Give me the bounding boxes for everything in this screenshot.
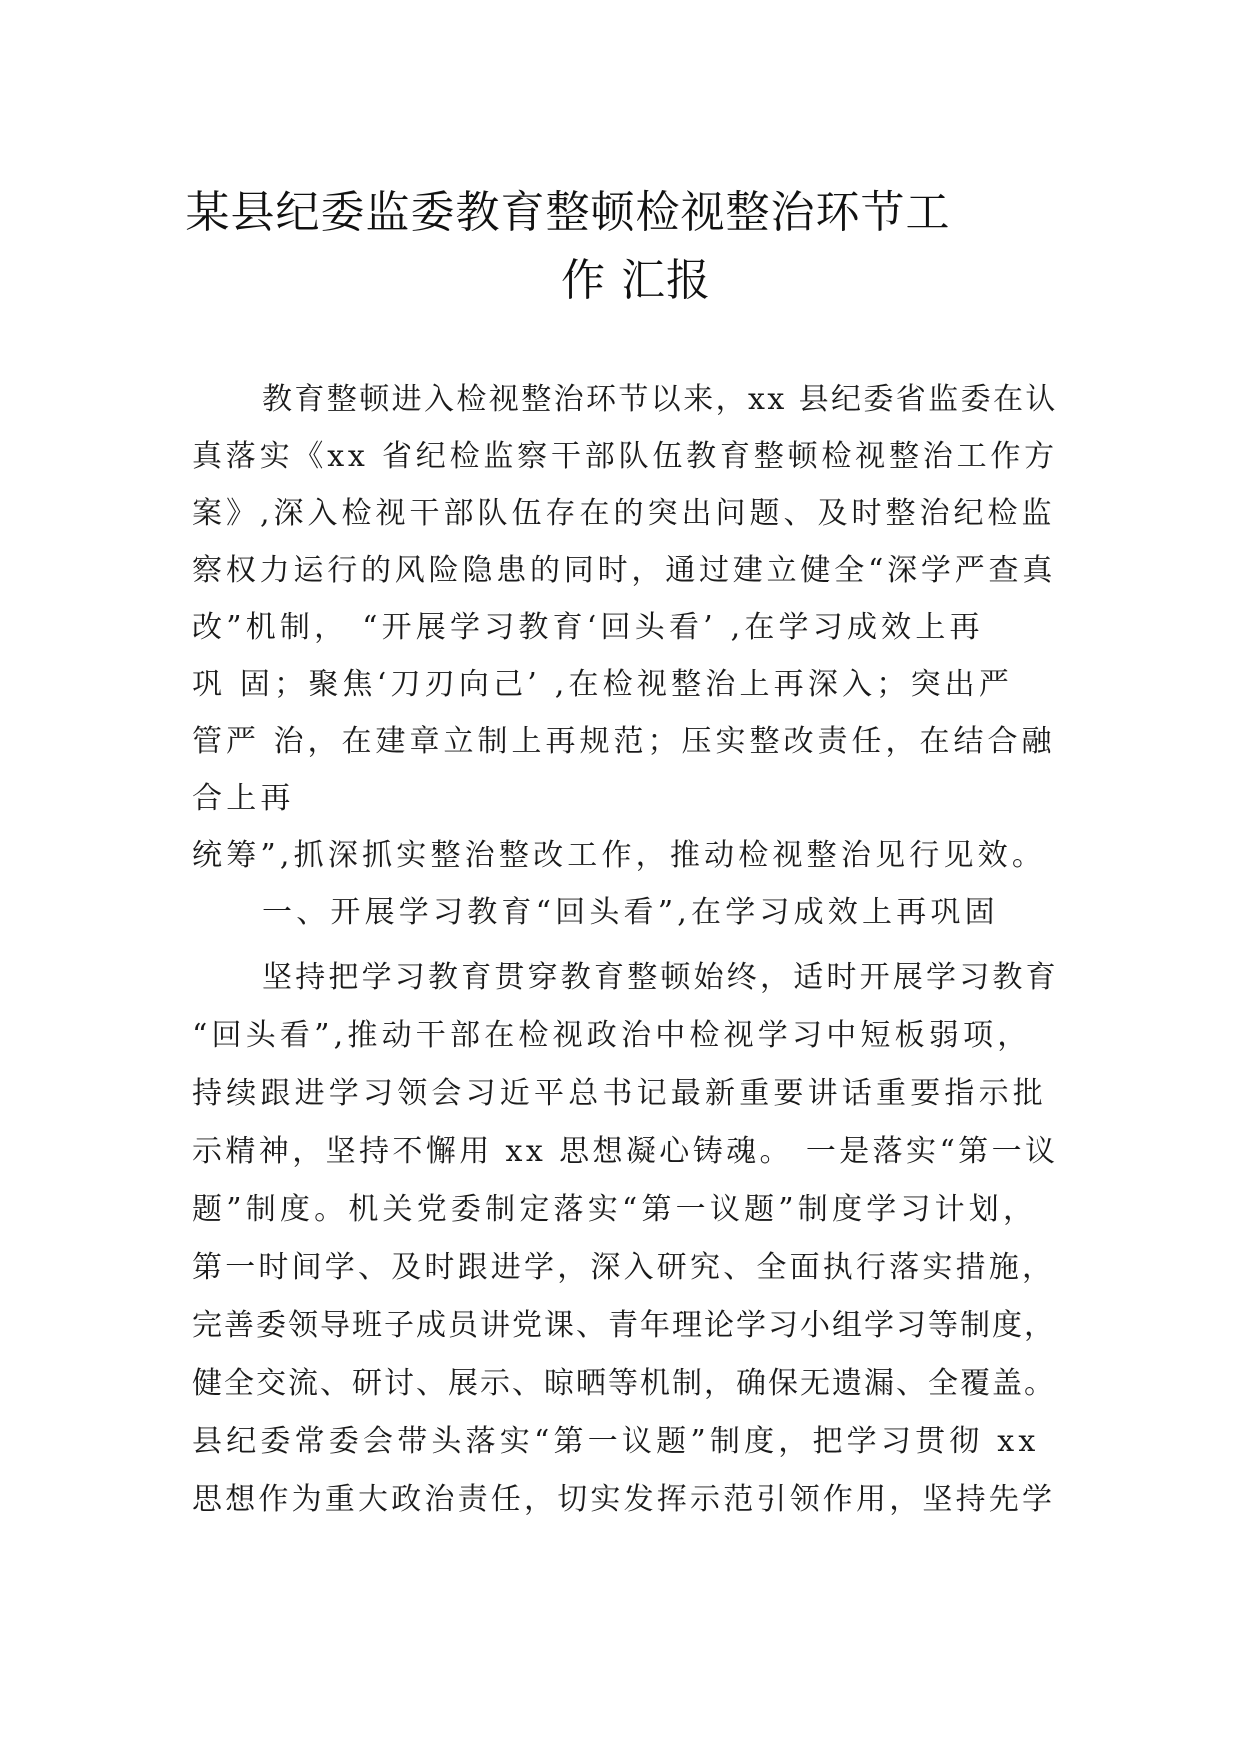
body-line: 察权力运行的风险隐患的同时，通过建立健全“深学严查真 — [192, 553, 1057, 588]
body-line: 改”机制， “开展学习教育‘回头看’ ,在学习成效上再 — [192, 610, 984, 645]
body-line: “回头看”,推动干部在检视政治中检视学习中短板弱项， — [192, 1018, 1032, 1053]
body-line: 巩 固；聚焦‘刀刃向己’ ,在检视整治上再深入；突出严 — [192, 667, 1014, 702]
body-line: 管严 治，在建章立制上再规范；压实整改责任，在结合融 — [192, 724, 1056, 759]
body-line: 健全交流、研讨、展示、晾晒等机制，确保无遗漏、全覆盖。 — [192, 1366, 1056, 1401]
body-line: 真落实《xx 省纪检监察干部队伍教育整顿检视整治工作方 — [192, 439, 1058, 474]
body-line: 案》,深入检视干部队伍存在的突出问题、及时整治纪检监 — [192, 496, 1056, 531]
body-line: 完善委领导班子成员讲党课、青年理论学习小组学习等制度， — [192, 1308, 1056, 1343]
body-line: 第一时间学、及时跟进学，深入研究、全面执行落实措施， — [192, 1250, 1056, 1285]
body-line: 县纪委常委会带头落实“第一议题”制度，把学习贯彻 xx — [192, 1424, 1040, 1459]
body-line: 统筹”,抓深抓实整治整改工作，推动检视整治见行见效。 — [192, 838, 1047, 873]
document-title-line-1: 某县纪委监委教育整顿检视整治环节工 — [185, 187, 951, 238]
document-title-line-2: 作 汇报 — [561, 255, 711, 306]
body-line: 合上再 — [192, 781, 295, 816]
body-line: 教育整顿进入检视整治环节以来，xx 县纪委省监委在认 — [262, 382, 1058, 417]
body-line: 示精神，坚持不懈用 xx 思想凝心铸魂。 一是落实“第一议 — [192, 1134, 1059, 1169]
body-line: 持续跟进学习领会习近平总书记最新重要讲话重要指示批 — [192, 1076, 1047, 1111]
body-line: 思想作为重大政治责任，切实发挥示范引领作用，坚持先学 — [192, 1482, 1056, 1517]
body-line: 坚持把学习教育贯穿教育整顿始终，适时开展学习教育 — [262, 960, 1059, 995]
body-line: 题”制度。机关党委制定落实“第一议题”制度学习计划， — [192, 1192, 1038, 1227]
section-heading: 一、开展学习教育“回头看”,在学习成效上再巩固 — [262, 895, 999, 930]
